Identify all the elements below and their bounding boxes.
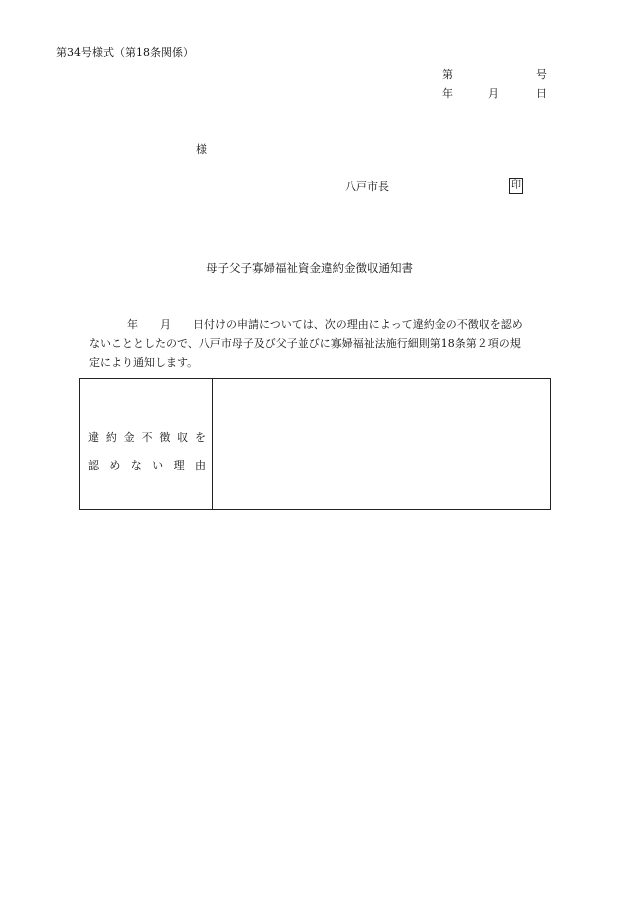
body-line-2: ないこととしたので、八戸市母子及び父子並びに寡婦福祉法施行細則第18条第２項の規: [89, 337, 521, 350]
label-char: 認: [88, 459, 99, 472]
label-char: な: [130, 459, 142, 472]
date-year-label: 年: [442, 87, 453, 100]
label-char: 由: [194, 459, 206, 472]
document-number-prefix: 第: [442, 68, 453, 81]
label-char: 約: [105, 431, 117, 444]
label-char: を: [194, 431, 206, 444]
label-char: め: [109, 459, 121, 472]
document-title: 母子父子寡婦福祉資金違約金徴収通知書: [206, 261, 413, 275]
addressee-honorific: 様: [196, 143, 207, 156]
reason-label-row-1: [88, 432, 206, 443]
reason-label-row-2: [88, 460, 206, 471]
body-year-label: 年: [127, 318, 138, 331]
label-char: 理: [173, 459, 185, 472]
document-number-suffix: 号: [536, 68, 547, 81]
label-char: 徴: [159, 431, 171, 444]
body-month-label: 月: [160, 318, 171, 331]
body-line-1-text: 日付けの申請については、次の理由によって違約金の不徴収を認め: [193, 318, 523, 331]
body-line-3: 定により通知します。: [89, 356, 199, 369]
label-char: い: [152, 459, 164, 472]
body-line-1: [127, 319, 523, 330]
date-day-label: 日: [536, 87, 547, 100]
reason-table: [79, 378, 551, 510]
form-number-label: 第34号様式（第18条関係）: [56, 46, 194, 59]
label-char: 収: [177, 431, 189, 444]
sender-name: 八戸市長: [345, 180, 389, 193]
seal-stamp-icon: 印: [509, 178, 523, 194]
date-month-label: 月: [488, 87, 499, 100]
label-char: 不: [141, 431, 153, 444]
label-char: 金: [123, 431, 135, 444]
label-char: 違: [88, 431, 99, 444]
reason-content-cell[interactable]: [213, 379, 550, 509]
reason-label-cell: [80, 379, 213, 509]
